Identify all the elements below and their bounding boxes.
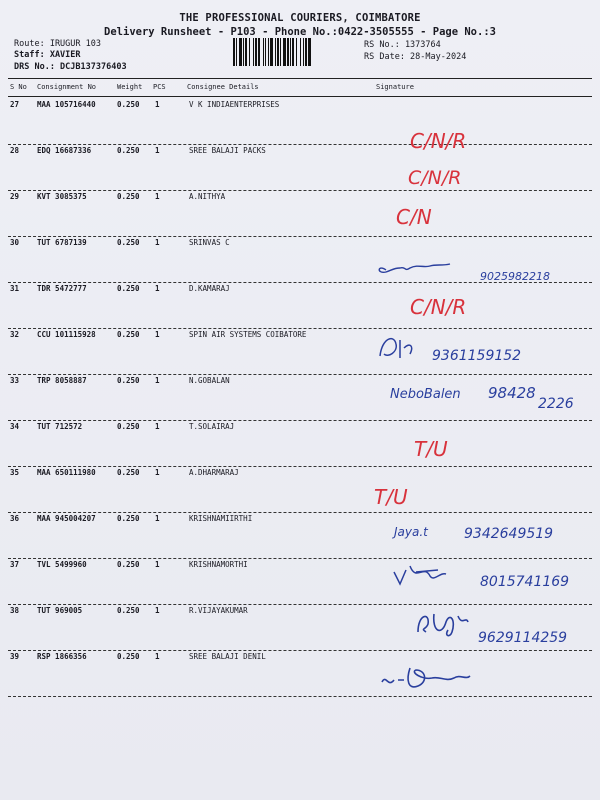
barcode-bar: [258, 38, 260, 66]
row-consignee: T.SOLAIRAJ: [189, 422, 235, 431]
row-weight: 0.250: [117, 560, 140, 569]
row-pcs: 1: [155, 192, 160, 201]
sig-33-phone-a: 98428: [488, 384, 536, 402]
table-header: [0, 83, 600, 95]
sig-31-text: C/N/R: [410, 295, 467, 319]
barcode-bar: [296, 38, 297, 66]
row-consignee: V K INDIAENTERPRISES: [189, 100, 280, 109]
row-pcs: 1: [155, 146, 160, 155]
sig-37-phone: 8015741169: [480, 574, 570, 590]
row-sno: 30: [10, 238, 20, 247]
row-pcs: 1: [155, 468, 160, 477]
row-pcs: 1: [155, 606, 160, 615]
header-top-rule: [8, 78, 592, 79]
col-sno: S No: [10, 83, 27, 91]
barcode-bar: [308, 38, 311, 66]
row-sno: 31: [10, 284, 20, 293]
signature-33: [370, 372, 600, 418]
route-label: Route: IRUGUR 103: [14, 39, 101, 49]
row-consignment-no: TVL 5499960: [37, 560, 87, 569]
sig-38-scribble: [418, 614, 468, 636]
sig-35-text: T/U: [374, 485, 408, 509]
row-weight: 0.250: [117, 514, 140, 523]
col-pcs: PCS: [153, 83, 166, 91]
barcode-bar: [277, 38, 279, 66]
row-pcs: 1: [155, 238, 160, 247]
row-sno: 28: [10, 146, 20, 155]
row-sno: 36: [10, 514, 20, 523]
row-weight: 0.250: [117, 606, 140, 615]
signature-36: [370, 514, 600, 560]
row-consignee: SREE BALAJI DENIL: [189, 652, 266, 661]
rs-number: RS No.: 1373764: [364, 40, 441, 50]
row-consignment-no: RSP 1866356: [37, 652, 87, 661]
signature-39: [370, 660, 600, 706]
row-consignee: SPIN AIR SYSTEMS COIBATORE: [189, 330, 307, 339]
sig-34-text: T/U: [414, 437, 448, 461]
sig-33-name: NeboBalen: [390, 387, 461, 402]
barcode-bar: [275, 38, 276, 66]
row-sno: 34: [10, 422, 20, 431]
row-weight: 0.250: [117, 330, 140, 339]
staff-label: Staff: XAVIER: [14, 50, 81, 60]
drs-number: DRS No.: DCJB137376403: [14, 62, 127, 72]
row-consignee: R.VIJAYAKUMAR: [189, 606, 248, 615]
barcode-bar: [305, 38, 307, 66]
row-sno: 35: [10, 468, 20, 477]
row-sno: 27: [10, 100, 20, 109]
row-consignment-no: TDR 5472777: [37, 284, 87, 293]
sig-39-scribble: [382, 668, 470, 687]
signature-38: [370, 606, 600, 652]
barcode-bar: [290, 38, 291, 66]
barcode: [232, 38, 356, 66]
barcode-bar: [300, 38, 301, 66]
row-sno: 32: [10, 330, 20, 339]
row-consignment-no: MAA 650111980: [37, 468, 96, 477]
row-weight: 0.250: [117, 146, 140, 155]
row-sno: 38: [10, 606, 20, 615]
sig-36-phone: 9342649519: [464, 526, 554, 542]
barcode-bar: [268, 38, 269, 66]
sig-30-scribble: [379, 264, 450, 272]
row-weight: 0.250: [117, 376, 140, 385]
barcode-bar: [270, 38, 273, 66]
col-consignment: Consignment No: [37, 83, 97, 91]
col-consignee: Consignee Details: [187, 83, 259, 91]
row-consignment-no: TUT 712572: [37, 422, 83, 431]
barcode-bar: [263, 38, 264, 66]
row-consignment-no: TUT 6787139: [37, 238, 87, 247]
barcode-bar: [280, 38, 281, 66]
row-pcs: 1: [155, 652, 160, 661]
row-weight: 0.250: [117, 422, 140, 431]
row-pcs: 1: [155, 284, 160, 293]
row-pcs: 1: [155, 330, 160, 339]
sig-37-scribble: [394, 566, 446, 584]
barcode-bar: [236, 38, 237, 66]
sig-36-name: Jaya.t: [394, 525, 428, 539]
row-consignee: N.GOBALAN: [189, 376, 230, 385]
barcode-bar: [265, 38, 266, 66]
row-weight: 0.250: [117, 468, 140, 477]
sig-30-phone: 9025982218: [480, 270, 550, 283]
row-weight: 0.250: [117, 238, 140, 247]
barcode-bar: [287, 38, 289, 66]
row-weight: 0.250: [117, 652, 140, 661]
barcode-bar: [233, 38, 235, 66]
row-pcs: 1: [155, 514, 160, 523]
row-consignee: D.KAMARAJ: [189, 284, 230, 293]
signature-37: [370, 558, 600, 604]
row-consignee: SRINVAS C: [189, 238, 230, 247]
row-divider: [8, 420, 592, 421]
barcode-bar: [245, 38, 247, 66]
row-consignee: A.DHARMARAJ: [189, 468, 239, 477]
row-divider: [8, 604, 592, 605]
sig-32-phone: 9361159152: [432, 348, 522, 364]
sig-29-text: C/N: [396, 205, 432, 229]
barcode-bar: [255, 38, 257, 66]
row-consignee: KRISHNAMORTHI: [189, 560, 248, 569]
barcode-bar: [243, 38, 244, 66]
row-sno: 33: [10, 376, 20, 385]
barcode-bar: [253, 38, 254, 66]
row-consignment-no: MAA 105716440: [37, 100, 96, 109]
barcode-bar: [292, 38, 294, 66]
sig-28-text: C/N/R: [408, 167, 462, 189]
sig-32-scribble: [380, 339, 412, 358]
row-consignee: A.NITHYA: [189, 192, 226, 201]
row-pcs: 1: [155, 560, 160, 569]
rs-date: RS Date: 28-May-2024: [364, 52, 467, 62]
row-weight: 0.250: [117, 192, 140, 201]
row-pcs: 1: [155, 100, 160, 109]
row-pcs: 1: [155, 422, 160, 431]
col-weight: Weight: [117, 83, 143, 91]
barcode-bar: [303, 38, 304, 66]
col-signature: Signature: [376, 83, 414, 91]
sig-27-text: C/N/R: [410, 129, 467, 153]
row-consignment-no: TRP 8058887: [37, 376, 87, 385]
row-consignee: KRISHNAMIIRTHI: [189, 514, 253, 523]
header-bottom-rule: [8, 96, 592, 97]
company-title: THE PROFESSIONAL COURIERS, COIMBATORE: [179, 12, 421, 24]
row-consignment-no: TUT 969005: [37, 606, 83, 615]
row-sno: 37: [10, 560, 20, 569]
barcode-bar: [249, 38, 250, 66]
runsheet-title: Delivery Runsheet - P103 - Phone No.:0422-3505555 - Page No.:3: [104, 26, 496, 38]
row-weight: 0.250: [117, 100, 140, 109]
row-consignment-no: CCU 101115928: [37, 330, 96, 339]
row-weight: 0.250: [117, 284, 140, 293]
row-consignment-no: MAA 945004207: [37, 514, 96, 523]
row-consignee: SREE BALAJI PACKS: [189, 146, 266, 155]
row-consignment-no: KVT 3085375: [37, 192, 87, 201]
row-pcs: 1: [155, 376, 160, 385]
row-sno: 39: [10, 652, 20, 661]
signature-29: [370, 200, 600, 246]
row-sno: 29: [10, 192, 20, 201]
row-consignment-no: EDQ 16687336: [37, 146, 92, 155]
signature-34: [370, 430, 600, 476]
signature-32: [370, 326, 600, 372]
barcode-bar: [283, 38, 286, 66]
barcode-bar: [239, 38, 242, 66]
sig-38-phone: 9629114259: [478, 630, 568, 646]
sig-33-phone-b: 2226: [538, 396, 574, 412]
